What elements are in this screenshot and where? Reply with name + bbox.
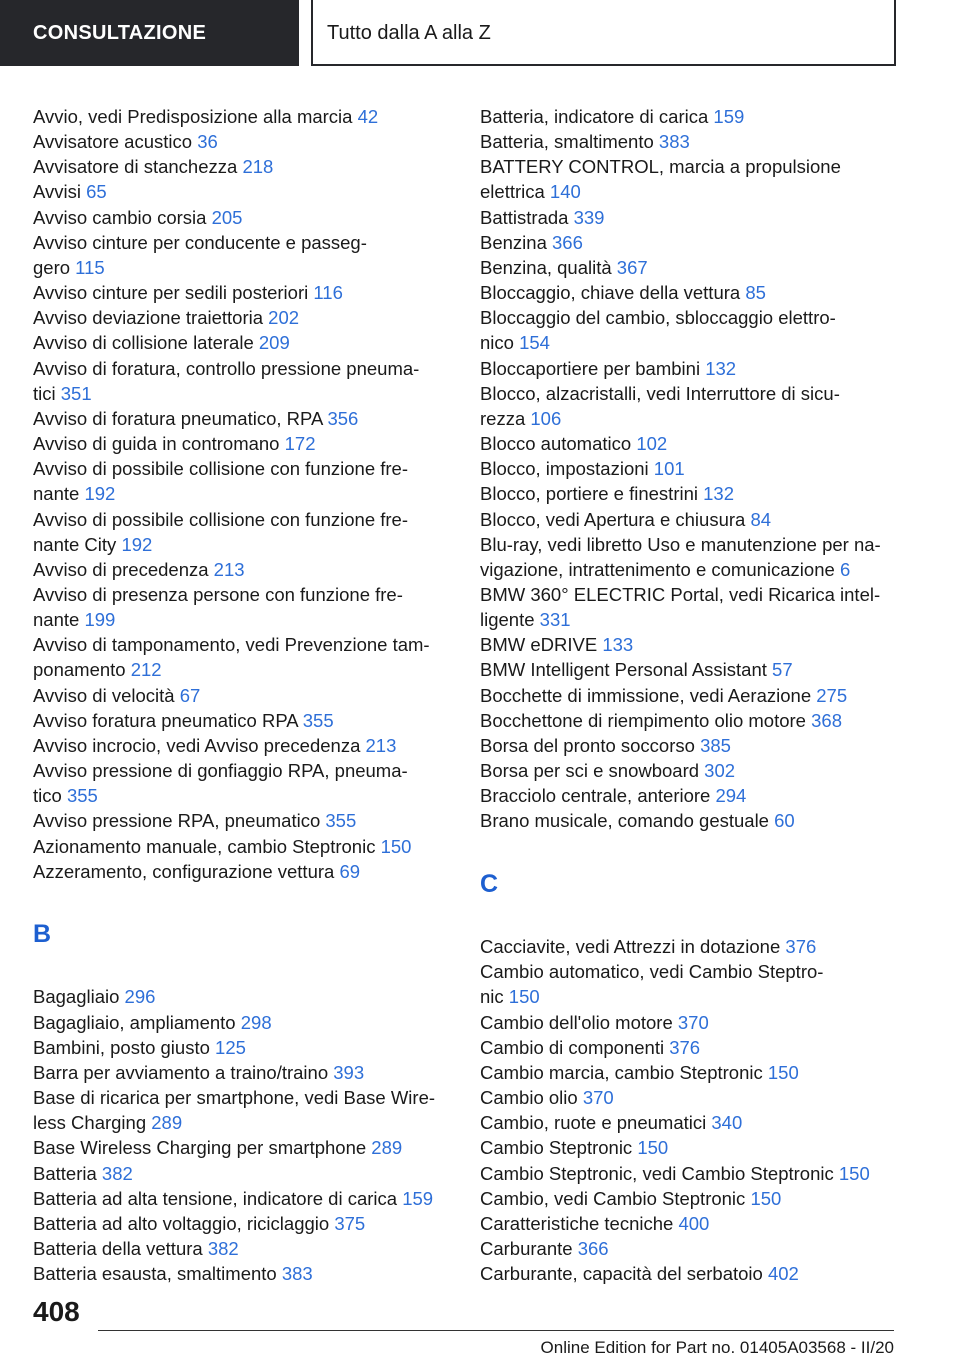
index-entry[interactable]	[33, 280, 493, 305]
entry-text: Cambio dell'olio motore	[480, 1011, 673, 1033]
entry-text: Avviso di foratura, controllo pressione pneuma-	[33, 357, 420, 379]
index-entry[interactable]	[480, 205, 940, 230]
page-reference-link[interactable]: 382	[101, 1162, 133, 1184]
entry-text: BMW 360° ELECTRIC Portal, vedi Ricarica intel-	[480, 583, 881, 605]
page-reference-link[interactable]: 150	[750, 1187, 782, 1209]
page-reference-link[interactable]: 101	[653, 458, 685, 480]
page-reference-link[interactable]: 192	[84, 483, 116, 505]
index-entry	[33, 507, 493, 532]
index-entry-continuation[interactable]	[33, 783, 493, 808]
entry-text: Battistrada	[480, 206, 569, 228]
entry-text: Barra per avviamento a traino/traino	[33, 1061, 329, 1083]
index-entry[interactable]	[480, 758, 940, 783]
index-entry[interactable]	[480, 1186, 940, 1211]
index-entry[interactable]	[480, 934, 940, 959]
page-reference-link[interactable]: 199	[84, 609, 116, 631]
entry-text: Blocco, impostazioni	[480, 458, 649, 480]
page-reference-link[interactable]: 150	[508, 986, 540, 1008]
index-letter-heading: C	[480, 869, 499, 898]
index-entry-continuation[interactable]	[33, 381, 493, 406]
entry-text: nic	[480, 986, 504, 1008]
index-entry	[480, 381, 940, 406]
page-reference-link[interactable]: 289	[371, 1137, 403, 1159]
page-reference-link[interactable]: 209	[258, 332, 290, 354]
page-reference-link[interactable]: 132	[703, 483, 735, 505]
index-entry-continuation[interactable]	[33, 532, 493, 557]
entry-text: BMW Intelligent Personal Assistant	[480, 659, 767, 681]
page-reference-link[interactable]: 375	[334, 1212, 366, 1234]
index-entry[interactable]	[480, 1211, 940, 1236]
entry-text: Batteria della vettura	[33, 1238, 203, 1259]
page-reference-link[interactable]: 275	[816, 684, 848, 706]
entry-text: Benzina, qualità	[480, 256, 612, 278]
page-reference-link[interactable]: 355	[325, 810, 357, 832]
entry-text: ponamento	[33, 659, 126, 681]
entry-text: Carburante, capacità del serbatoio	[480, 1263, 763, 1285]
entry-text: Avviso di guida in contromano	[33, 433, 280, 455]
entry-text: Cambio olio	[480, 1087, 578, 1109]
entry-text: Cambio, ruote e pneumatici	[480, 1112, 707, 1134]
page-reference-link[interactable]: 351	[60, 382, 92, 404]
entry-text: nico	[480, 332, 514, 354]
entry-text: Avviso foratura pneumatico RPA	[33, 709, 298, 731]
index-entry	[33, 632, 493, 657]
page-reference-link[interactable]: 65	[86, 181, 107, 203]
page-reference-link[interactable]: 331	[539, 609, 571, 631]
index-entry[interactable]	[480, 1035, 940, 1060]
entry-text: Avviso di possibile collisione con funzione fre-	[33, 508, 408, 530]
page-reference-link[interactable]: 370	[677, 1011, 709, 1033]
entry-text: Batteria, indicatore di carica	[480, 106, 709, 127]
entry-text: vigazione, intrattenimento e comunicazione	[480, 558, 835, 580]
entry-text: nante	[33, 483, 80, 505]
index-entry[interactable]	[33, 1186, 493, 1211]
index-entry-continuation[interactable]	[480, 406, 940, 431]
entry-text: Batteria esausta, smaltimento	[33, 1263, 277, 1285]
index-entry	[480, 959, 940, 984]
entry-text: Avviso deviazione traiettoria	[33, 307, 264, 329]
index-entry[interactable]	[33, 406, 493, 431]
index-entry[interactable]	[480, 1110, 940, 1135]
page-reference-link[interactable]: 192	[121, 533, 153, 555]
page-reference-link[interactable]: 376	[669, 1036, 701, 1058]
entry-text: Bracciolo centrale, anteriore	[480, 785, 711, 807]
page-reference-link[interactable]: 340	[711, 1112, 743, 1134]
page-reference-link[interactable]: 366	[552, 231, 583, 253]
index-entry	[33, 1085, 493, 1110]
page-reference-link[interactable]: 150	[767, 1061, 799, 1083]
entry-text: Avviso pressione di gonfiaggio RPA, pneuma-	[33, 760, 408, 782]
entry-text: gero	[33, 256, 71, 278]
page-reference-link[interactable]: 370	[582, 1087, 614, 1109]
chapter-tab: Tutto dalla A alla Z	[311, 0, 896, 66]
page-reference-link[interactable]: 382	[207, 1238, 239, 1259]
page-reference-link[interactable]: 116	[313, 282, 343, 304]
page-reference-link[interactable]: 115	[75, 256, 105, 278]
entry-text: Avviso di tamponamento, vedi Prevenzione tam-	[33, 634, 430, 656]
entry-text: Cambio di componenti	[480, 1036, 665, 1058]
index-entry-continuation[interactable]	[480, 179, 940, 204]
entry-text: Batteria, smaltimento	[480, 131, 654, 153]
page-reference-link[interactable]: 106	[530, 407, 562, 429]
index-entry[interactable]	[33, 431, 493, 456]
index-entry-continuation[interactable]	[480, 607, 940, 632]
index-entry-continuation[interactable]	[480, 330, 940, 355]
page-reference-link[interactable]: 159	[402, 1187, 434, 1209]
footer-divider	[98, 1330, 894, 1331]
index-entry[interactable]	[480, 632, 940, 657]
page-reference-link[interactable]: 159	[713, 106, 745, 127]
entry-text: Bloccaportiere per bambini	[480, 357, 701, 379]
index-entry	[33, 758, 493, 783]
entry-text: Avvisatore di stanchezza	[33, 156, 238, 178]
index-entry[interactable]	[33, 683, 493, 708]
entry-text: Brano musicale, comando gestuale	[480, 810, 769, 832]
entry-text: elettrica	[480, 181, 545, 203]
index-entry[interactable]	[33, 104, 493, 129]
index-entry	[33, 230, 493, 255]
page-reference-link[interactable]: 383	[658, 131, 690, 153]
index-entry[interactable]	[480, 657, 940, 682]
entry-text: Avviso pressione RPA, pneumatico	[33, 810, 321, 832]
index-column-right	[480, 104, 940, 1286]
entry-text: Blocco, vedi Apertura e chiusura	[480, 508, 746, 530]
index-entry[interactable]	[480, 1236, 940, 1261]
entry-text: Carburante	[480, 1238, 573, 1259]
page-reference-link[interactable]: 213	[365, 734, 397, 756]
entry-text: Avviso di collisione laterale	[33, 332, 254, 354]
index-entry[interactable]	[33, 330, 493, 355]
entry-text: Bloccaggio del cambio, sbloccaggio elettro-	[480, 307, 836, 329]
entry-text: Benzina	[480, 231, 547, 253]
index-entry[interactable]	[33, 733, 493, 758]
edition-note: Online Edition for Part no. 01405A03568 - II/20	[540, 1338, 894, 1357]
entry-text: Base di ricarica per smartphone, vedi Base Wire-	[33, 1087, 436, 1109]
page-reference-link[interactable]: 289	[151, 1112, 183, 1134]
page-reference-link[interactable]: 133	[602, 634, 634, 656]
entry-text: Batteria ad alto voltaggio, riciclaggio	[33, 1212, 330, 1234]
page-reference-link[interactable]: 132	[705, 357, 737, 379]
entry-text: less Charging	[33, 1112, 147, 1134]
entry-text: Cacciavite, vedi Attrezzi in dotazione	[480, 936, 781, 958]
entry-text: Avvio, vedi Predisposizione alla marcia	[33, 106, 353, 127]
index-entry	[480, 305, 940, 330]
entry-text: Avviso di precedenza	[33, 558, 209, 580]
index-entry[interactable]	[33, 305, 493, 330]
index-entry[interactable]	[33, 1236, 493, 1261]
index-entry[interactable]	[33, 859, 493, 884]
entry-text: Azzeramento, configurazione vettura	[33, 860, 335, 882]
entry-text: Bocchettone di riempimento olio motore	[480, 709, 806, 731]
page-reference-link[interactable]: 69	[339, 860, 361, 882]
index-entry	[33, 582, 493, 607]
index-entry[interactable]	[480, 1010, 940, 1035]
page-reference-link[interactable]: 172	[284, 433, 316, 455]
page-reference-link[interactable]: 60	[774, 810, 795, 832]
page-reference-link[interactable]: 393	[333, 1061, 365, 1083]
page-reference-link[interactable]: 294	[715, 785, 747, 807]
index-entry-continuation[interactable]	[33, 255, 493, 280]
entry-text: Bambini, posto giusto	[33, 1036, 210, 1058]
index-entry-continuation[interactable]	[33, 657, 493, 682]
entry-text: Cambio Steptronic, vedi Cambio Steptronic	[480, 1162, 834, 1184]
page-reference-link[interactable]: 202	[268, 307, 300, 329]
entry-text: Avviso cinture per conducente e passeg-	[33, 231, 367, 253]
index-entry	[33, 456, 493, 481]
entry-text: tico	[33, 785, 62, 807]
index-entry[interactable]	[33, 1261, 493, 1286]
index-entry[interactable]	[33, 834, 493, 859]
page-reference-link[interactable]: 218	[242, 156, 274, 178]
index-entry[interactable]	[33, 984, 493, 1009]
entry-text: Blocco, alzacristalli, vedi Interruttore di sicu-	[480, 382, 840, 404]
page-header	[0, 0, 960, 66]
entry-text: nante City	[33, 533, 117, 555]
index-entry[interactable]	[33, 708, 493, 733]
page-reference-link[interactable]: 84	[750, 508, 772, 530]
page-reference-link[interactable]: 368	[811, 709, 842, 731]
entry-text: BATTERY CONTROL, marcia a propulsione	[480, 156, 841, 178]
index-entry[interactable]	[480, 1135, 940, 1160]
index-column-left	[33, 104, 493, 1286]
index-entry[interactable]	[480, 733, 940, 758]
index-entry[interactable]	[480, 507, 940, 532]
index-entry[interactable]	[33, 808, 493, 833]
index-entry[interactable]	[480, 1085, 940, 1110]
entry-text: Bocchette di immissione, vedi Aerazione	[480, 684, 812, 706]
entry-text: Avviso di foratura pneumatico, RPA	[33, 407, 323, 429]
entry-text: Blu-ray, vedi libretto Uso e manutenzione per na-	[480, 533, 881, 555]
index-entry[interactable]	[480, 356, 940, 381]
page-reference-link[interactable]: 150	[838, 1162, 870, 1184]
page-reference-link[interactable]: 366	[577, 1238, 609, 1259]
page-reference-link[interactable]: 102	[636, 433, 668, 455]
page-reference-link[interactable]: 296	[124, 986, 156, 1008]
index-entry[interactable]	[33, 205, 493, 230]
index-entry-continuation[interactable]	[33, 1110, 493, 1135]
page-reference-link[interactable]: 150	[637, 1137, 669, 1159]
entry-text: Avviso di possibile collisione con funzione fre-	[33, 458, 408, 480]
index-entry[interactable]	[33, 1135, 493, 1160]
index-entry[interactable]	[33, 1211, 493, 1236]
page-reference-link[interactable]: 212	[130, 659, 162, 681]
entry-text: Batteria ad alta tensione, indicatore di carica	[33, 1187, 398, 1209]
entry-text: Azionamento manuale, cambio Steptronic	[33, 835, 376, 857]
index-entry[interactable]	[480, 808, 940, 833]
page-reference-link[interactable]: 367	[616, 256, 648, 278]
index-entry	[480, 154, 940, 179]
index-entry[interactable]	[480, 255, 940, 280]
index-entry[interactable]	[480, 708, 940, 733]
page-reference-link[interactable]: 67	[179, 684, 201, 706]
index-entry[interactable]	[33, 154, 493, 179]
index-entry[interactable]	[480, 104, 940, 129]
entry-text: nante	[33, 609, 80, 631]
index-entry[interactable]	[480, 1161, 940, 1186]
entry-text: Caratteristiche tecniche	[480, 1212, 674, 1234]
index-letter-heading: B	[33, 919, 52, 948]
entry-text: Blocco, portiere e finestrini	[480, 483, 698, 505]
page-reference-link[interactable]: 400	[678, 1212, 710, 1234]
entry-text: Avviso incrocio, vedi Avviso precedenza	[33, 734, 361, 756]
page-number: 408	[33, 1296, 80, 1327]
index-entry[interactable]	[33, 179, 493, 204]
entry-text: Bloccaggio, chiave della vettura	[480, 282, 741, 304]
entry-text: Bagagliaio, ampliamento	[33, 1011, 236, 1033]
index-entry[interactable]	[33, 1035, 493, 1060]
entry-text: Base Wireless Charging per smartphone	[33, 1137, 367, 1159]
page-reference-link[interactable]: 356	[327, 407, 359, 429]
section-label: CONSULTAZIONE	[0, 0, 299, 66]
index-entry[interactable]	[480, 1060, 940, 1085]
entry-text: tici	[33, 382, 56, 404]
page-reference-link[interactable]: 140	[549, 181, 581, 203]
page-reference-link[interactable]: 402	[767, 1263, 799, 1285]
entry-text: Cambio marcia, cambio Steptronic	[480, 1061, 763, 1083]
index-entry[interactable]	[480, 1261, 940, 1286]
index-entry[interactable]	[33, 1010, 493, 1035]
index-entry[interactable]	[33, 1161, 493, 1186]
index-entry	[480, 532, 940, 557]
index-entry[interactable]	[480, 129, 940, 154]
index-entry-continuation[interactable]	[480, 557, 940, 582]
page-reference-link[interactable]: 6	[839, 558, 851, 580]
index-entry-continuation[interactable]	[480, 984, 940, 1009]
index-entry[interactable]	[480, 481, 940, 506]
page-reference-link[interactable]: 205	[211, 206, 243, 228]
entry-text: ligente	[480, 609, 535, 631]
page-reference-link[interactable]: 57	[772, 659, 793, 681]
entry-text: Avviso cambio corsia	[33, 206, 207, 228]
index-entry[interactable]	[33, 1060, 493, 1085]
entry-text: Cambio automatico, vedi Cambio Steptro-	[480, 961, 824, 983]
entry-text: Bagagliaio	[33, 986, 120, 1008]
page-reference-link[interactable]: 355	[302, 709, 334, 731]
page-reference-link[interactable]: 383	[281, 1263, 313, 1285]
entry-text: Avvisi	[33, 181, 81, 203]
index-entry-continuation[interactable]	[33, 607, 493, 632]
page-reference-link[interactable]: 339	[573, 206, 605, 228]
entry-text: Cambio, vedi Cambio Steptronic	[480, 1187, 746, 1209]
page-reference-link[interactable]: 385	[700, 734, 731, 756]
index-entry[interactable]	[33, 129, 493, 154]
index-entry[interactable]	[33, 557, 493, 582]
entry-text: Avvisatore acustico	[33, 131, 193, 153]
index-entry[interactable]	[480, 431, 940, 456]
page-reference-link[interactable]: 298	[240, 1011, 272, 1033]
page-reference-link[interactable]: 355	[66, 785, 98, 807]
page-reference-link[interactable]: 42	[357, 106, 379, 127]
page-reference-link[interactable]: 154	[519, 332, 550, 354]
page-reference-link[interactable]: 213	[213, 558, 245, 580]
page-reference-link[interactable]: 376	[785, 936, 817, 958]
index-entry[interactable]	[480, 783, 940, 808]
entry-text: Avviso di velocità	[33, 684, 175, 706]
page-reference-link[interactable]: 85	[745, 282, 766, 304]
page-reference-link[interactable]: 36	[197, 131, 218, 153]
index-entry	[33, 356, 493, 381]
index-entry[interactable]	[480, 456, 940, 481]
index-entry[interactable]	[480, 230, 940, 255]
entry-text: Blocco automatico	[480, 433, 632, 455]
entry-text: BMW eDRIVE	[480, 634, 598, 656]
index-entry	[480, 582, 940, 607]
entry-text: Borsa per sci e snowboard	[480, 760, 700, 782]
index-entry[interactable]	[480, 280, 940, 305]
page-reference-link[interactable]: 302	[704, 760, 736, 782]
entry-text: rezza	[480, 407, 526, 429]
entry-text: Avviso di presenza persone con funzione fre-	[33, 583, 403, 605]
page-reference-link[interactable]: 125	[215, 1036, 246, 1058]
entry-text: Cambio Steptronic	[480, 1137, 633, 1159]
entry-text: Batteria	[33, 1162, 97, 1184]
entry-text: Borsa del pronto soccorso	[480, 734, 695, 756]
entry-text: Avviso cinture per sedili posteriori	[33, 282, 309, 304]
page-reference-link[interactable]: 150	[380, 835, 412, 857]
index-entry[interactable]	[480, 683, 940, 708]
index-entry-continuation[interactable]	[33, 481, 493, 506]
